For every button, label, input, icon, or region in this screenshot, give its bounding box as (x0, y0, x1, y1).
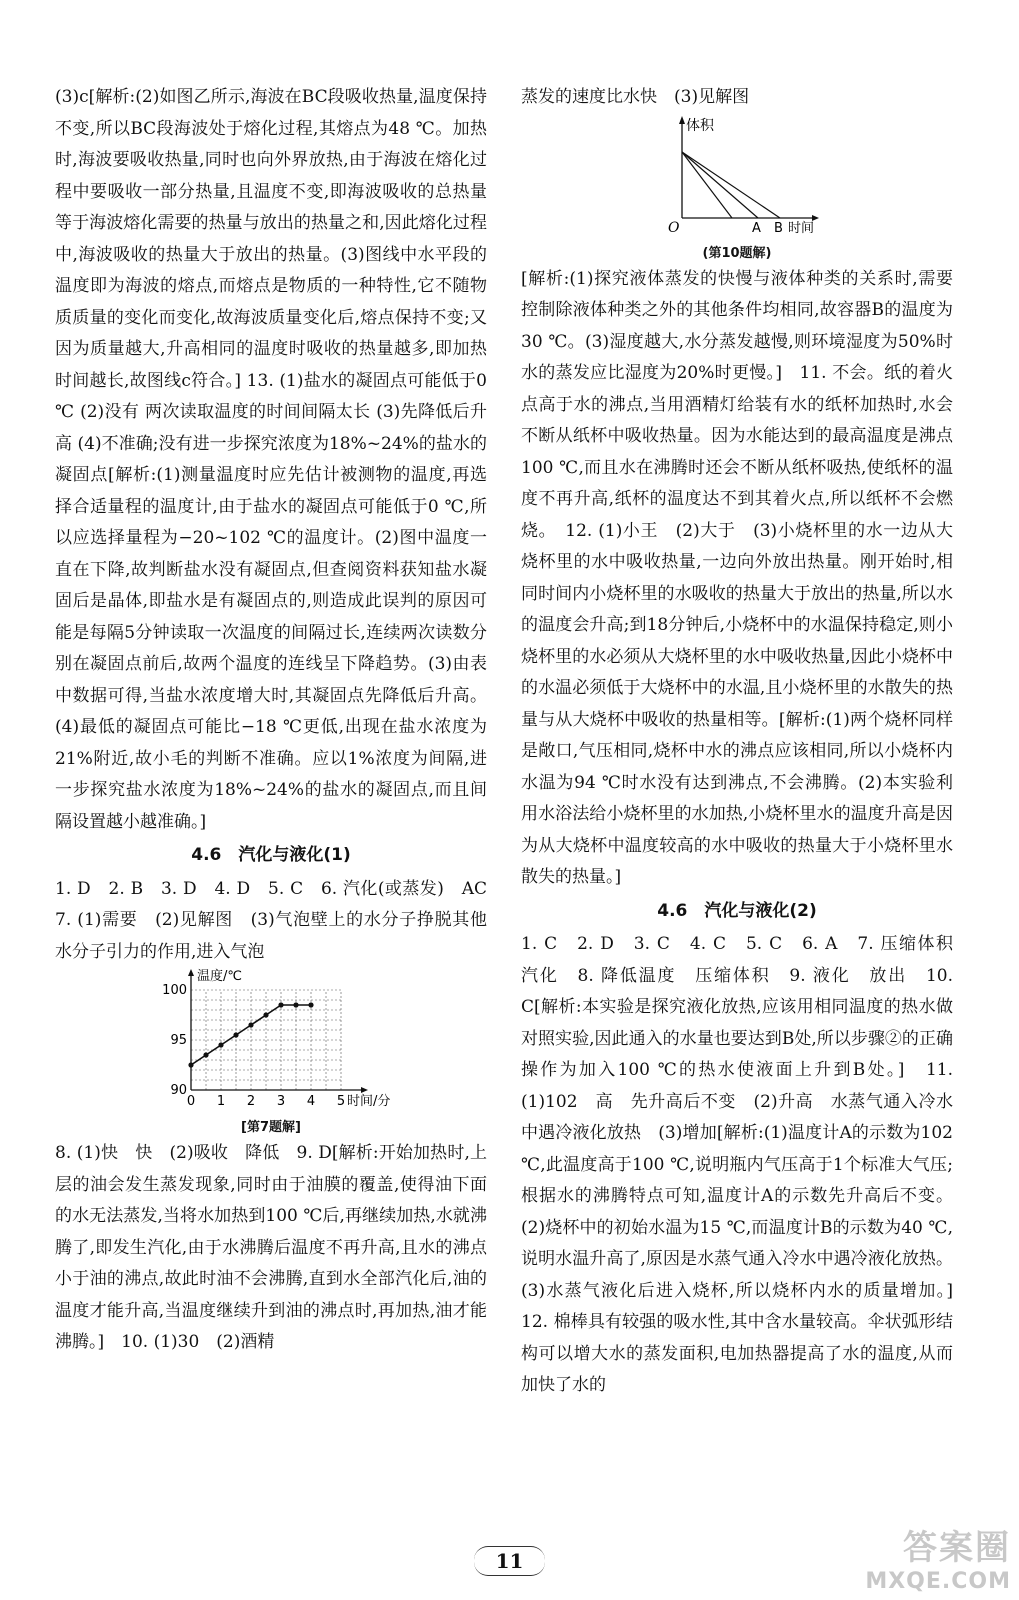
figure-q7 (55, 968, 487, 1138)
q10-line-1 (682, 152, 732, 218)
q7-y-tick-label: 100 (162, 983, 187, 998)
q7-x-axis-label: 时间/分 (347, 1094, 391, 1109)
q10-origin-label: O (668, 219, 680, 236)
q7-x-tick-label: 5 (336, 1094, 346, 1109)
q7-data-point (248, 1022, 253, 1027)
q7-y-axis-label: 温度/℃ (197, 969, 242, 984)
watermark-url: MXQE.COM (865, 1569, 1011, 1594)
q10-point-b-label: B (774, 220, 783, 236)
q7-data-point (293, 1002, 298, 1007)
q7-y-tick-label: 95 (170, 1033, 187, 1048)
figure-q10-caption: (第10题解) (702, 245, 772, 261)
answer-paragraph-right-1: 蒸发的速度比水快 (3)见解图 (521, 87, 750, 107)
q10-y-arrow (679, 116, 685, 124)
q7-temperature-chart (151, 968, 391, 1118)
figure-q7-caption: [第7题解] (241, 1120, 301, 1135)
q7-data-point (278, 1002, 283, 1007)
q10-point-a-label: A (752, 220, 761, 236)
figure-q10 (521, 114, 953, 264)
watermark-logo-text: 答案圈 (903, 1528, 1011, 1568)
q10-x-label: 时间 (788, 220, 815, 236)
left-column (55, 82, 504, 1359)
page-number-label: 11 (474, 1546, 546, 1576)
q7-x-tick-label: 1 (216, 1094, 226, 1109)
q7-y-tick-label: 90 (170, 1083, 187, 1098)
watermark (865, 1520, 1011, 1594)
q7-x-tick-label: 0 (186, 1094, 196, 1109)
q7-data-point (188, 1062, 193, 1067)
q7-y-axis-arrow (188, 969, 194, 976)
q10-y-label: 体积 (686, 117, 714, 134)
right-column (521, 82, 970, 1402)
section-title-4-6-2: 4.6 汽化与液化(2) (657, 900, 817, 921)
q10-line-a (682, 152, 758, 218)
answer-paragraph-right-2: [解析:(1)探究液体蒸发的快慢与液体种类的关系时,需要控制除液体种类之外的其他条件均相同,故容器B的温度为30 ℃。(3)湿度越大,水分蒸发越慢,则环境湿度为50%时水的蒸发应比湿度为20%时更慢。] 11. 不会。纸的着火点高于水的沸点,当用酒精灯给装有水的纸杯加热时,水会不断从纸杯中吸收热量。因为水能达到的最高温度是沸点100 ℃,而且水在沸腾时还会不断从纸杯吸热,使纸杯的温度不再升高,纸杯的温度达不到其着火点,所以纸杯不会燃烧。 12. (1)小王 (2)大于 (3)小烧杯里的水一边从大烧杯里的水中吸收热量,一边向外放出热量。刚开始时,相同时间内小烧杯里的水吸收的热量大于放出的热量,所以水的温度会升高;到18分钟后,小烧杯中的水温保持稳定,则小烧杯里的水必须从大烧杯里的水中吸收热量,因此小烧杯中的水温必须低于大烧杯中的水温,且小烧杯里的水散失的热量与从大烧杯中吸收的热量相等。[解析:(1)两个烧杯同样是敞口,气压相同,烧杯中水的沸点应该相同,所以小烧杯内水温为94 ℃时水没有达到沸点,不会沸腾。(2)本实验利用水浴法给小烧杯里的水加热,小烧杯里水的温度升高是因为从大烧杯中温度较高的水中吸收的热量大于小烧杯里水散失的热量。] (521, 268, 953, 887)
q7-data-point (263, 1012, 268, 1017)
q7-data-point (233, 1032, 238, 1037)
q7-data-point (203, 1052, 208, 1057)
q10-line-b (682, 152, 780, 218)
answer-paragraph-left-1: (3)c[解析:(2)如图乙所示,海波在BC段吸收热量,温度保持不变,所以BC段海波处于熔化过程,其熔点为48 ℃。加热时,海波要吸收热量,同时也向外界放热,由于海波在熔化过程中要吸收一部分热量,且温度不变,即海波吸收的总热量等于海波熔化需要的热量与放出的热量之和,因此熔化过程中,海波吸收的热量大于放出的热量。(3)图线中水平段的温度即为海波的熔点,而熔点是物质的一种特性,它不随物质质量的变化而变化,故海波质量变化后,熔点保持不变;又因为质量越大,升高相同的温度时吸收的热量越多,即加热时间越长,故图线c符合。] 13. (1)盐水的凝固点可能低于0 ℃ (2)没有 两次读取温度的时间间隔太长 (3)先降低后升高 (4)不准确;没有进一步探究浓度为18%~24%的盐水的凝固点[解析:(1)测量温度时应先估计被测物的温度,再选择合适量程的温度计,由于盐水的凝固点可能低于0 ℃,所以应选择量程为−20~102 ℃的温度计。(2)图中温度一直在下降,故判断盐水没有凝固点,但查阅资料获知盐水凝固后是晶体,即盐水是有凝固点的,则造成此误判的原因可能是每隔5分钟读取一次温度的间隔过长,连续两次读数分别在凝固点前后,故两个温度的连线呈下降趋势。(3)由表中数据可得,当盐水浓度增大时,其凝固点先降低后升高。(4)最低的凝固点可能比−18 ℃更低,出现在盐水浓度为21%附近,故小毛的判断不准确。应以1%浓度为间隔,进一步探究盐水浓度为18%~24%的盐水的凝固点,而且间隔设置越小越准确。] (55, 87, 487, 832)
q7-data-point (308, 1002, 313, 1007)
q7-data-point (218, 1042, 223, 1047)
q7-x-axis-arrow (361, 1087, 368, 1093)
q10-volume-time-diagram (652, 114, 822, 244)
answer-paragraph-right-3: 1. C 2. D 3. C 4. C 5. C 6. A 7. 压缩体积 汽化 8. 降低温度 压缩体积 9. 液化 放出 10. C[解析:本实验是探究液化放热,应该用相同温度的热水做对照实验,因此通入的水量也要达到B处,所以步骤②的正确操作为加入100 ℃的热水使液面上升到B处。] 11. (1)102 高 先升高后不变 (2)升高 水蒸气通入冷水中遇冷液化放热 (3)增加[解析:(1)温度计A的示数为102 ℃,此温度高于100 ℃,说明瓶内气压高于1个标准大气压;根据水的沸腾特点可知,温度计A的示数先升高后不变。(2)烧杯中的初始水温为15 ℃,而温度计B的示数为40 ℃,说明水温升高了,原因是水蒸气通入冷水中遇冷液化放热。(3)水蒸气液化后进入烧杯,所以烧杯内水的质量增加。] 12. 棉棒具有较强的吸水性,其中含水量较高。伞状弧形结构可以增大水的蒸发面积,电加热器提高了水的温度,从而加快了水的 (521, 934, 970, 1395)
section-title-4-6-1: 4.6 汽化与液化(1) (191, 845, 351, 865)
answer-paragraph-left-3: 8. (1)快 快 (2)吸收 降低 9. D[解析:开始加热时,上层的油会发生蒸发现象,同时由于油膜的覆盖,使得油下面的水无法蒸发,当将水加热到100 ℃后,再继续加热,水就沸腾了,即发生汽化,由于水沸腾后温度不再升高,且水的沸点小于油的沸点,故此时油不会沸腾,直到水全部汽化后,油的温度才能升高,当温度继续升到油的沸点时,再加热,油才能沸腾。] 10. (1)30 (2)酒精 (55, 1143, 487, 1352)
q7-x-tick-label: 3 (276, 1094, 286, 1109)
answer-paragraph-left-2: 1. D 2. B 3. D 4. D 5. C 6. 汽化(或蒸发) AC 7. (1)需要 (2)见解图 (3)气泡壁上的水分子挣脱其他水分子引力的作用,进入气泡 (55, 878, 504, 962)
q7-x-tick-label: 2 (246, 1094, 256, 1109)
q7-x-tick-label: 4 (306, 1094, 316, 1109)
